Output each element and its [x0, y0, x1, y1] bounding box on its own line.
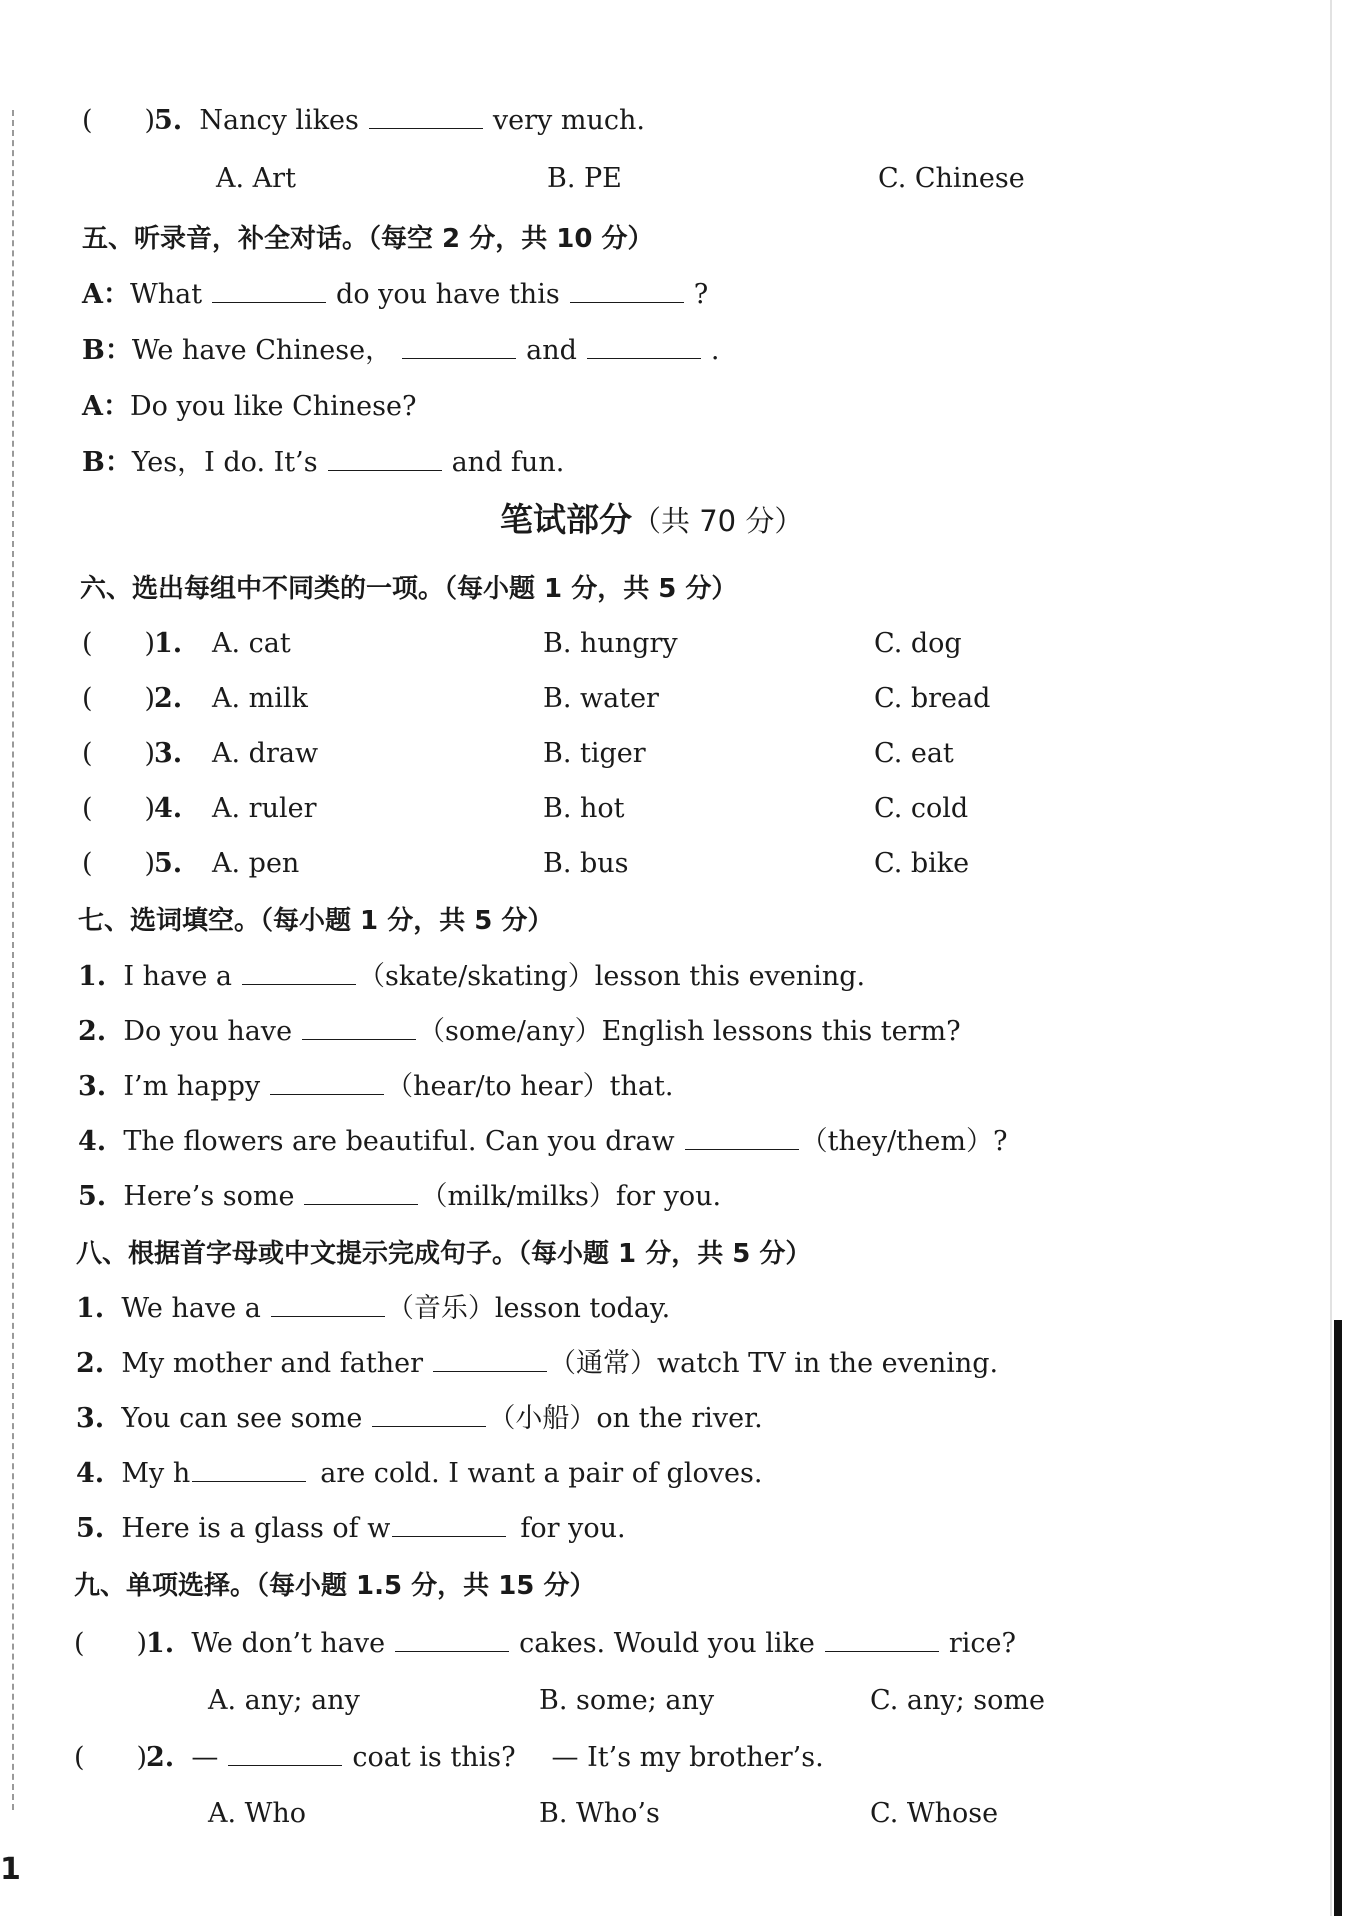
answer-blank[interactable]	[302, 1015, 416, 1040]
section-8-heading: 八、根据首字母或中文提示完成句子。（每小题 1 分，共 5 分）	[76, 1239, 812, 1269]
answer-paren[interactable]: ( )	[82, 683, 156, 714]
option-a[interactable]: A. any; any	[208, 1685, 360, 1716]
option-c[interactable]: C. bread	[874, 683, 991, 714]
answer-paren[interactable]: ( )	[82, 848, 156, 879]
option-c[interactable]: C. dog	[874, 628, 962, 659]
answer-blank[interactable]	[271, 1292, 385, 1317]
answer-blank[interactable]	[270, 1070, 384, 1095]
answer-blank[interactable]	[395, 1627, 509, 1652]
dialogue-line-4: B：Yes，I do. It’s and fun.	[82, 447, 565, 478]
answer-blank[interactable]	[369, 104, 483, 129]
answer-blank[interactable]	[392, 1512, 506, 1537]
section-7-item: 1. I have a （skate/skating）lesson this evening.	[78, 961, 866, 992]
dialogue-line-3: A：Do you like Chinese?	[82, 391, 417, 422]
option-c[interactable]: C. any; some	[870, 1685, 1045, 1716]
section-9-q2: ( )2. — coat is this? — It’s my brother’s.	[74, 1742, 824, 1773]
option-c[interactable]: C. cold	[874, 793, 969, 824]
page-edge-shadow	[1330, 0, 1332, 1916]
answer-blank[interactable]	[228, 1741, 342, 1766]
question-number: 5.	[154, 105, 183, 136]
option-a[interactable]: A. pen	[212, 848, 300, 879]
section-7-item: 2. Do you have （some/any）English lessons this term?	[78, 1016, 961, 1047]
answer-blank[interactable]	[685, 1125, 799, 1150]
option-b[interactable]: B. hot	[543, 793, 625, 824]
answer-blank[interactable]	[570, 278, 684, 303]
listening-q5: ( )5. Nancy likes very much.	[82, 105, 645, 136]
option-a[interactable]: A. Who	[208, 1798, 307, 1829]
section-7-heading: 七、选词填空。（每小题 1 分，共 5 分）	[78, 906, 554, 936]
written-section-title: 笔试部分（共 70 分）	[500, 500, 804, 539]
option-b[interactable]: B. water	[543, 683, 659, 714]
answer-paren[interactable]: ( )	[82, 738, 156, 769]
option-a[interactable]: A. cat	[212, 628, 291, 659]
option-a[interactable]: A. milk	[212, 683, 308, 714]
answer-paren[interactable]: ( )	[74, 1742, 148, 1773]
answer-paren[interactable]: ( )	[82, 793, 156, 824]
dialogue-line-1: A：What do you have this ?	[82, 279, 709, 310]
page-edge-bar	[1334, 1320, 1342, 1916]
section-7-item: 5. Here’s some （milk/milks）for you.	[78, 1181, 722, 1212]
option-c[interactable]: C. eat	[874, 738, 954, 769]
option-c[interactable]: C. Whose	[870, 1798, 999, 1829]
answer-blank[interactable]	[433, 1347, 547, 1372]
option-b[interactable]: B. some; any	[539, 1685, 715, 1716]
section-8-item: 1. We have a （音乐）lesson today.	[76, 1293, 671, 1324]
dialogue-line-2: B：We have Chinese， and .	[82, 335, 720, 366]
answer-blank[interactable]	[825, 1627, 939, 1652]
section-6-heading: 六、选出每组中不同类的一项。（每小题 1 分，共 5 分）	[80, 574, 738, 604]
answer-paren[interactable]: ( )	[82, 105, 156, 136]
answer-blank[interactable]	[402, 334, 516, 359]
option-a[interactable]: A. Art	[216, 163, 296, 194]
answer-blank[interactable]	[192, 1457, 306, 1482]
section-5-heading: 五、听录音，补全对话。（每空 2 分，共 10 分）	[82, 224, 654, 254]
option-b[interactable]: B. PE	[547, 163, 622, 194]
answer-blank[interactable]	[328, 446, 442, 471]
option-c[interactable]: C. bike	[874, 848, 970, 879]
option-b[interactable]: B. Who’s	[539, 1798, 660, 1829]
option-a[interactable]: A. ruler	[212, 793, 317, 824]
answer-blank[interactable]	[212, 278, 326, 303]
option-b[interactable]: B. tiger	[543, 738, 646, 769]
binding-margin-line	[12, 110, 14, 1810]
option-a[interactable]: A. draw	[212, 738, 319, 769]
answer-blank[interactable]	[242, 960, 356, 985]
section-8-item: 2. My mother and father （通常）watch TV in the evening.	[76, 1348, 999, 1379]
option-c[interactable]: C. Chinese	[878, 163, 1025, 194]
section-9-heading: 九、单项选择。（每小题 1.5 分，共 15 分）	[74, 1571, 596, 1601]
section-8-item: 4. My h are cold. I want a pair of gloves.	[76, 1458, 763, 1489]
section-9-q1: ( )1. We don’t have cakes. Would you like rice?	[74, 1628, 1016, 1659]
section-7-item: 3. I’m happy （hear/to hear）that.	[78, 1071, 674, 1102]
section-8-item: 3. You can see some （小船）on the river.	[76, 1403, 763, 1434]
answer-paren[interactable]: ( )	[82, 628, 156, 659]
section-8-item: 5. Here is a glass of w for you.	[76, 1513, 626, 1544]
answer-blank[interactable]	[372, 1402, 486, 1427]
section-7-item: 4. The flowers are beautiful. Can you draw （they/them）?	[78, 1126, 1008, 1157]
option-b[interactable]: B. bus	[543, 848, 629, 879]
option-b[interactable]: B. hungry	[543, 628, 678, 659]
answer-paren[interactable]: ( )	[74, 1628, 148, 1659]
answer-blank[interactable]	[587, 334, 701, 359]
page-number: 1	[0, 1852, 21, 1887]
answer-blank[interactable]	[304, 1180, 418, 1205]
